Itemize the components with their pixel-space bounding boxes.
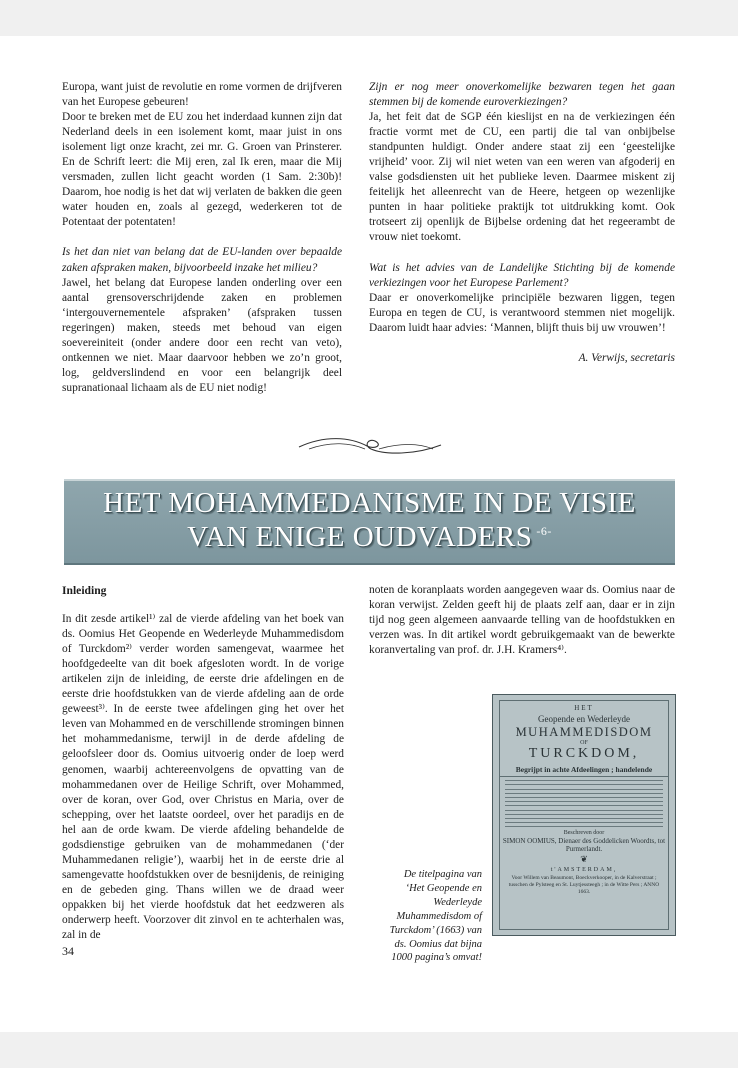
paragraph: Jawel, het belang dat Europese landen onderling over een aantal grensoverschrijdende zaken en problemen ‘intergouvernementele afspraken’ (afspraken tussen regeringen) maken, steeds met behoud van eigen soevereiniteit (onder andere door een recht van veto), ontkennen we niet. Maar daarvoor hebben we zo’n groot, log, geldverslindend en voor een belangrijk deel supranationaal lichaam als de EU niet nodig! <box>62 276 342 394</box>
paragraph: Daar er onoverkomelijke principiële bezwaren liggen, tegen Europa en tegen de CU, is verantwoord stemmen niet mogelijk. Daarom luidt haar advies: ‘Mannen, blijft thuis bij uw vrouwen’! <box>369 291 675 334</box>
title-page-text: MUHAMMEDISDOM <box>515 725 653 739</box>
article-column-right <box>369 583 675 658</box>
article-number: -6- <box>536 524 552 539</box>
interview-question: Is het dan niet van belang dat de EU-landen over bepaalde zaken afspraken maken, bijvoorbeeld inzake het milieu? <box>62 246 342 274</box>
title-page-text: Begrijpt in achte Afdeelingen ; handelende <box>500 765 668 777</box>
title-page-text: Beschreven door <box>563 830 605 837</box>
top-margin-band <box>0 0 738 36</box>
book-title-page-image <box>492 694 676 936</box>
article-title-banner <box>64 479 675 565</box>
article-column-left <box>62 583 344 943</box>
title-page-text: OF <box>580 740 588 746</box>
interview-question: Zijn er nog meer onoverkomelijke bezwaren tegen het gaan stemmen bij de komende euroverkiezingen? <box>369 81 675 109</box>
column-right-top <box>369 80 675 366</box>
article-title-line-2 <box>64 521 675 554</box>
paragraph: Door te breken met de EU zou het inderdaad kunnen zijn dat Nederland deels in een isolement komt, maar juist in ons isolement ligt onze kracht, zei mr. G. Groen van Prinsterer. En de Schrift leert: die Mij eren, zal Ik eren, maar die Mij versmaden, zullen licht geacht worden (1 Sam. 2:30b)! Daarom, hoe nodig is het dat wij verlaten de bakken die geen water houden en, zoals al gezegd, wederkeren tot de Potentaat der potentaten! <box>62 111 342 229</box>
image-caption: De titelpagina van ‘Het Geopende en Wederleyde Muhammedisdom of Turckdom’ (1663) van ds. Oomius dat bijna 1000 pagina’s omvat! <box>389 869 482 964</box>
bottom-margin-band <box>0 1032 738 1068</box>
title-page-text: Geopende en Wederleyde <box>537 714 631 724</box>
signature: A. Verwijs, secretaris <box>578 351 675 364</box>
title-page-text: TURCKDOM, <box>528 746 640 761</box>
article-title-text: VAN ENIGE OUDVADERS <box>187 521 533 553</box>
article-title-line-1: HET MOHAMMEDANISME IN DE VISIE <box>103 487 636 519</box>
title-page-text: t'AMSTERDAM, <box>550 867 618 874</box>
printer-mark-icon: ❦ <box>580 854 588 865</box>
title-page-text: HET <box>574 704 594 712</box>
column-left-top <box>62 80 342 396</box>
paragraph: Europa, want juist de revolutie en rome vormen de drijfveren van het Europese gebeuren! <box>62 81 342 109</box>
paragraph: Ja, het feit dat de SGP één kieslijst en na de verkiezingen één fractie vormt met de CU, een partij die tal van onbijbelse standpunten huldigt. Onder andere staat zij een ‘geestelijke vrijheid’ voor. Zij wil niet weten van een weren van afgoderij en valse godsdiensten uit het publieke leven. Daarmee miskent zij feitelijk het alleenrecht van de Heere, hetgeen op wezenlijke punten in haar politieke praktijk tot uitdrukking komt. Ook trotseert zij openlijk de Bijbelse ordening dat het regeerambt de vrouw niet toekomt. <box>369 111 675 244</box>
paragraph: In dit zesde artikel¹⁾ zal de vierde afdeling van het boek van ds. Oomius Het Geopende en Wederleyde Muhammedisdom of Turckdom²⁾ verder worden samengevat, waarmee het hoofdgedeelte van dit boek afgesloten wordt. In de vorige artikelen zijn de inleiding, de eerste drie afdelingen en de eerste drie hoofdstukken van de vierde afdeling aan de orde geweest³⁾. In de eerste twee afdelingen ging het over het leven van Mohammed en de verschillende stromingen binnen het mohammedanisme, terwijl in de derde afdeling de geloofsleer door ds. Oomius uitvoerig onder de loep werd genomen, waarbij achtereenvolgens de opvatting van de mohammedanen over de Heilige Schrift, over Mohammed, over de koran, over God, over Christus en Maria, over de schepping, over het laatste oordeel, over het paradijs en de hel aan de orde kwam. De vierde afdeling behandelde de godsdienstige gebruiken van de mohammedanen (‘der Muhammedanen religie’), waarbij het in de eerste drie al samengevatte hoofdstukken over de besnijdenis, de reiniging en de gebeden ging. Thans willen we de draad weer oppakken bij het vierde hoofdstuk dat het eedzweren als onderwerp heeft. Voorzover dit zinvol en te achterhalen was, zal in de <box>62 613 344 942</box>
page-number: 34 <box>62 944 74 958</box>
section-heading: Inleiding <box>62 584 107 597</box>
title-page-text: Voor Willem van Beaumont, Boeckverkooper, in de Kalverstraat ; tusschen de Pylsteeg en St. Luytjessteegh ; in de Witte Pers ; ANNO 1663. <box>508 875 660 896</box>
title-page-contents-lines <box>505 780 663 827</box>
title-page-text: SIMON OOMIUS, Dienaer des Goddelicken Woordts, tot Purmerlandt. <box>502 837 666 854</box>
paragraph: noten de koranplaats worden aangegeven waar ds. Oomius naar de koran verwijst. Zelden geeft hij de plaats zelf aan, daar er in zijn tijd nog geen algemeen aanvaarde telling van de hoofdstukken en verzen was. In dit artikel wordt gebruikgemaakt van de bewerkte koranvertaling van prof. dr. J.H. Kramers⁴⁾. <box>369 584 675 657</box>
interview-question: Wat is het advies van de Landelijke Stichting bij de komende verkiezingen voor het Europese Parlement? <box>369 261 675 289</box>
flourish-ornament <box>295 433 445 459</box>
